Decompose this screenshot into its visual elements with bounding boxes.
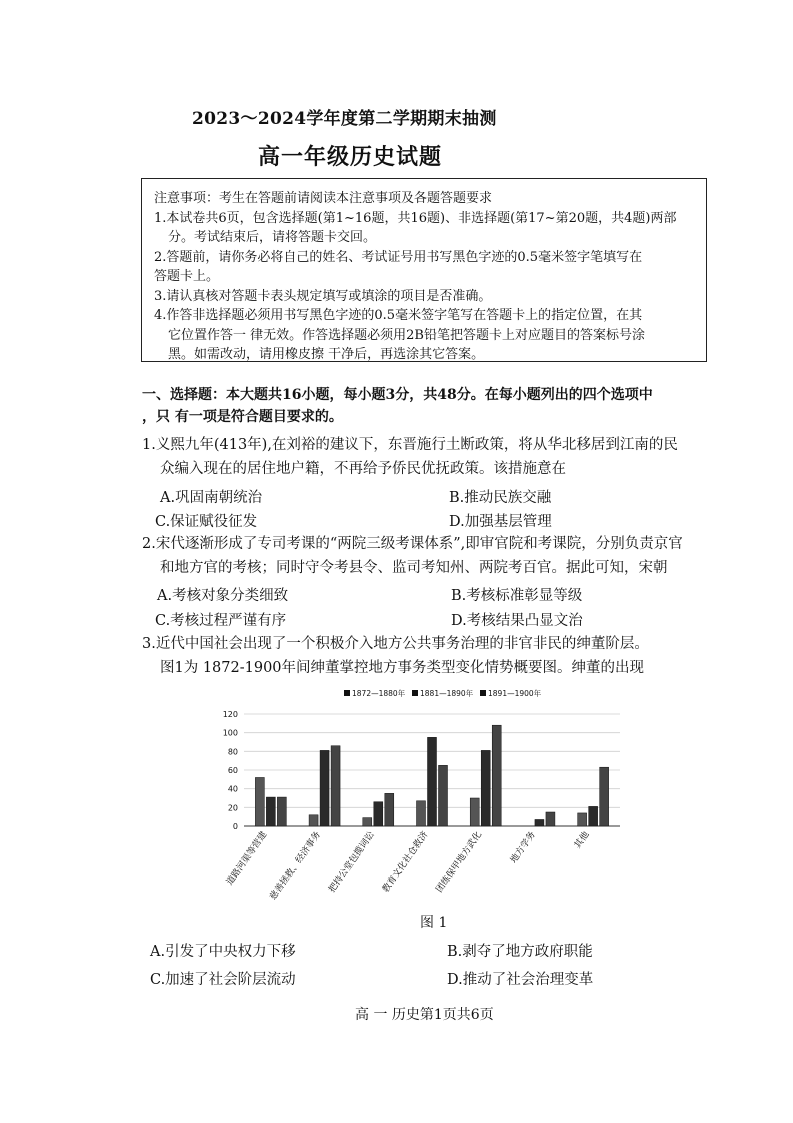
question-3-line-2: 图1为 1872-1900年间绅董掌控地方事务类型变化情势概要图。绅董的出现 — [160, 660, 645, 676]
bar — [428, 737, 437, 826]
q1-option-d[interactable]: D.加强基层管理 — [449, 514, 552, 530]
legend-label-2: 1881—1890年 — [420, 689, 474, 698]
question-2-line-2: 和地方官的考核；同时守令考县令、监司考知州、两院考百官。据此可知，宋朝 — [160, 560, 668, 576]
figure-1-bar-chart — [212, 684, 632, 914]
legend-swatch-1 — [344, 690, 350, 696]
q3-option-a[interactable]: A.引发了中央权力下移 — [150, 944, 296, 960]
question-3 — [142, 632, 762, 680]
bar — [331, 746, 340, 826]
q3-option-c[interactable]: C.加速了社会阶层流动 — [150, 972, 296, 988]
q3-option-b[interactable]: B.剥夺了地方政府职能 — [447, 944, 593, 960]
legend-swatch-3 — [480, 690, 486, 696]
notice-item-1: 1.本试卷共6页，包含选择题(第1~16题，共16题)、非选择题(第17~第20题，共4题)两部 — [154, 210, 677, 226]
bar — [578, 813, 587, 826]
legend-label-1: 1872—1880年 — [352, 689, 406, 698]
section-line-2: ，只 有一项是符合题目要求的。 — [142, 409, 343, 425]
bar — [385, 793, 394, 826]
q2-option-b[interactable]: B.考核标准彰显等级 — [451, 588, 583, 604]
question-1 — [142, 433, 762, 481]
legend-label-3: 1891—1900年 — [488, 689, 542, 698]
notice-item-2: 2.答题前，请你务必将自己的姓名、考试证号用书写黑色字迹的0.5毫米签字笔填写在 — [154, 249, 643, 265]
bar — [363, 818, 372, 826]
question-3-line-1: 3.近代中国社会出现了一个积极介入地方公共事务治理的非官非民的绅董阶层。 — [142, 636, 649, 652]
x-category-label: 慈善拯救、经济事务 — [268, 829, 324, 903]
y-tick-label: 60 — [227, 766, 238, 775]
bar — [589, 806, 598, 826]
y-tick-label: 20 — [227, 803, 238, 813]
exam-subject-title: 高一年级历史试题 — [258, 144, 443, 170]
bar — [439, 765, 448, 826]
y-tick-label: 120 — [222, 710, 238, 719]
notice-item-4-cont2: 黑。如需改动，请用橡皮擦 干净后，再选涂其它答案。 — [168, 347, 485, 362]
notice-heading: 注意事项：考生在答题前请阅读本注意事项及各题答题要求 — [154, 191, 493, 206]
bar — [417, 801, 426, 826]
bar — [600, 767, 609, 826]
bar — [546, 812, 555, 826]
bar — [320, 750, 329, 826]
bar — [266, 797, 275, 826]
x-category-label: 地方学务 — [509, 829, 538, 866]
notice-item-4: 4.作答非选择题必须用书写黑色字迹的0.5毫米签字笔写在答题卡上的指定位置，在其 — [154, 308, 643, 323]
bar — [470, 798, 479, 826]
q1-option-b[interactable]: B.推动民族交融 — [449, 490, 552, 506]
notice-item-2-cont: 答题卡上。 — [154, 269, 220, 284]
exam-term-title: 2023～2024学年度第二学期期末抽测 — [192, 109, 497, 129]
bar — [277, 797, 286, 826]
q2-option-a[interactable]: A.考核对象分类细致 — [157, 588, 289, 604]
section-line-1: 一、选择题：本大题共16小题，每小题3分，共48分。在每小题列出的四个选项中 — [142, 387, 653, 403]
legend-swatch-2 — [412, 690, 418, 696]
notice-item-3: 3.请认真核对答题卡表头规定填写或填涂的项目是否准确。 — [154, 288, 492, 304]
y-tick-label: 40 — [227, 784, 238, 794]
q2-option-d[interactable]: D.考核结果凸显文治 — [451, 613, 583, 629]
bar — [481, 750, 490, 826]
x-category-label: 教育文化社仓救济 — [380, 829, 431, 895]
question-2-line-1: 2.宋代逐渐形成了专司考课的“两院三级考课体系”,即审官院和考课院，分别负责京官 — [142, 536, 683, 552]
bar — [255, 777, 264, 826]
bar — [374, 802, 383, 826]
x-category-label: 团练保甲地方武化 — [434, 829, 485, 895]
y-tick-label: 80 — [227, 747, 238, 757]
x-category-label: 把持公堂包揽词讼 — [327, 829, 377, 895]
x-category-label: 道路河渠等营建 — [224, 829, 270, 888]
bar — [492, 725, 501, 826]
q1-option-a[interactable]: A.巩固南朝统治 — [160, 490, 263, 506]
q2-option-c[interactable]: C.考核过程严谨有序 — [155, 613, 287, 629]
notice-item-4-cont: 它位置作答一 律无效。作答选择题必须用2B铅笔把答题卡上对应题目的答案标号涂 — [168, 327, 645, 343]
x-category-label: 其他 — [573, 829, 592, 851]
question-2 — [142, 532, 762, 580]
q1-option-c[interactable]: C.保证赋役征发 — [155, 514, 258, 530]
page-footer: 高 一 历史第1页共6页 — [355, 1007, 494, 1023]
question-1-line-1: 1.义熙九年(413年),在刘裕的建议下，东晋施行土断政策，将从华北移居到江南的民 — [142, 437, 678, 453]
section-heading — [142, 384, 732, 428]
notice-box — [141, 178, 707, 362]
y-tick-label: 0 — [232, 822, 238, 831]
y-tick-label: 100 — [222, 728, 238, 738]
question-1-line-2: 众编入现在的居住地户籍，不再给予侨民优抚政策。该措施意在 — [160, 461, 566, 477]
bar — [535, 819, 544, 826]
q3-option-d[interactable]: D.推动了社会治理变革 — [447, 972, 594, 988]
notice-item-1-cont: 分。考试结束后，请将答题卡交回。 — [168, 230, 377, 245]
figure-1-caption: 图 1 — [420, 915, 448, 931]
bar — [309, 815, 318, 826]
